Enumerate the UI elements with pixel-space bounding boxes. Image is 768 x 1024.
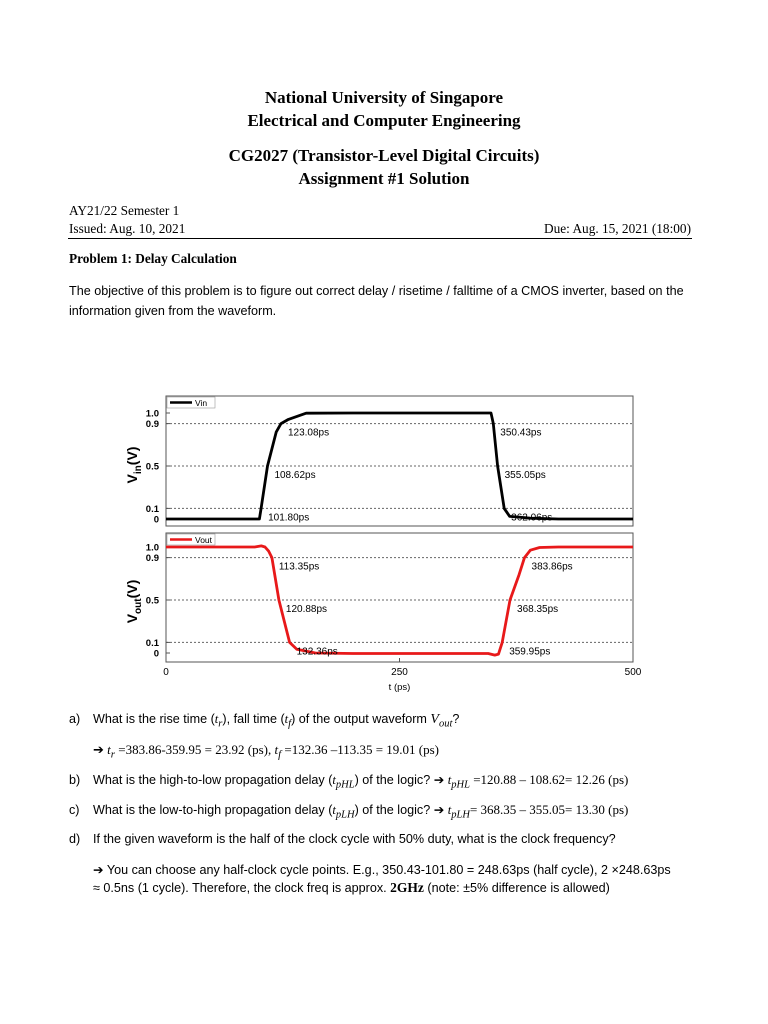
answer-a-sub-r: r [110, 748, 115, 761]
y-tick-label: 0.1 [145, 503, 159, 515]
question-a-sub-r: r [218, 718, 223, 730]
annotation-label: 355.05ps [504, 470, 546, 481]
annotation-label: 362.06ps [511, 512, 553, 524]
semester-label: AY21/22 Semester 1 [69, 203, 180, 218]
question-a-sub-out: out [438, 718, 453, 730]
answer-d-text-2: ≈ 0.5ns (1 cycle). Therefore, the clock freq is approx. [93, 881, 391, 895]
annotation-label: 123.08ps [287, 427, 330, 439]
x-axis-label: t (ps) [388, 682, 411, 693]
y-axis-label: $V_{out}(V)$ [124, 579, 144, 624]
question-a-text-2: ), fall time ( [222, 712, 285, 726]
y-tick-label: 1.0 [145, 408, 159, 420]
y-tick-label: 0.1 [145, 637, 159, 649]
question-b-text-1: What is the high-to-low propagation delay ( [93, 773, 333, 787]
answer-d-line-2 [93, 880, 610, 896]
question-d [69, 832, 616, 846]
y-tick-label: 0.5 [145, 461, 159, 473]
question-a-var-v: V [430, 712, 439, 727]
annotation-label: 383.86ps [531, 561, 573, 573]
annotation-label: 120.88ps [285, 604, 328, 615]
question-a-var-tf: t [284, 712, 289, 726]
question-b-text-2: ) of the logic? [354, 773, 434, 787]
y-axis-label: $V_{in}(V)$ [124, 446, 144, 484]
answer-b-var: t [447, 773, 452, 787]
question-a-text-4: ? [452, 712, 460, 726]
answer-c-var: t [447, 803, 452, 817]
legend-label: Vin [195, 398, 208, 408]
problem-title: Problem 1: Delay Calculation [69, 251, 237, 266]
university-title: National University of Singapore [264, 88, 504, 107]
arrow-icon: ➔ [433, 802, 445, 817]
x-tick-label: 500 [624, 667, 642, 678]
answer-a-sub-f: f [278, 748, 282, 761]
question-d-label: d) [69, 832, 81, 846]
legend-label: Vout [195, 535, 213, 545]
y-tick-label: 0.9 [145, 553, 159, 565]
arrow-icon: ➔ [93, 862, 104, 877]
question-c-sub: pLH [335, 809, 355, 821]
annotation-label: 359.95ps [509, 646, 551, 658]
answer-b-sub: pHL [451, 779, 470, 791]
arrow-icon: ➔ [93, 743, 104, 758]
answer-d-line-1 [93, 862, 671, 877]
department-title: Electrical and Computer Engineering [247, 111, 521, 130]
vin-plot [124, 396, 633, 526]
y-tick-label: 0.9 [145, 419, 159, 431]
due-date: Due: Aug. 15, 2021 (18:00) [544, 221, 691, 236]
y-tick-label: 1.0 [145, 542, 159, 554]
y-tick-label: 0 [153, 514, 159, 526]
question-c-var: t [332, 803, 336, 817]
annotation-label: 108.62ps [274, 470, 316, 481]
question-b-label: b) [69, 773, 81, 787]
answer-a-var-tr: t [107, 742, 111, 757]
question-a-sub-f: f [288, 718, 292, 730]
question-a [69, 712, 459, 730]
question-c-label: c) [69, 803, 80, 817]
annotation-label: 113.35ps [278, 561, 320, 573]
plot-frame [166, 396, 633, 526]
course-title: CG2027 (Transistor-Level Digital Circuits) [228, 146, 540, 165]
answer-c-expr: = 368.35 – 355.05= 13.30 (ps) [469, 802, 629, 817]
question-b-var: t [332, 773, 336, 787]
answer-a [93, 742, 439, 761]
answer-a-var-tf: t [274, 742, 279, 757]
question-b-sub: pHL [335, 779, 355, 791]
problem-objective: The objective of this problem is to figure out correct delay / risetime / falltime of a CMOS inverter, based on the information given from the waveform. [69, 284, 684, 318]
annotation-label: 368.35ps [517, 604, 559, 615]
annotation-label: 350.43ps [500, 427, 542, 439]
answer-b-expr: =120.88 – 108.62= 12.26 (ps) [469, 772, 629, 787]
answer-d-text-3: (note: ±5% difference is allowed) [423, 881, 610, 895]
question-a-label: a) [69, 712, 81, 726]
answer-a-tf-expr: =132.36 –113.35 = 19.01 (ps) [281, 742, 440, 757]
assignment-title: Assignment #1 Solution [298, 169, 470, 188]
question-a-text-3: ) of the output waveform [291, 712, 431, 726]
answer-d-frequency: 2GHz [390, 880, 424, 895]
answer-a-tr-expr: =383.86-359.95 = 23.92 (ps), [115, 742, 275, 757]
issued-date: Issued: Aug. 10, 2021 [69, 221, 186, 236]
question-a-var-tr: t [214, 712, 219, 726]
vout-plot [124, 533, 642, 693]
annotation-label: 101.80ps [268, 512, 310, 524]
question-b [69, 772, 628, 791]
question-d-text: If the given waveform is the half of the clock cycle with 50% duty, what is the clock frequency? [93, 832, 616, 846]
annotation-label: 132.36ps [296, 646, 338, 658]
answer-c-sub: pLH [451, 809, 470, 821]
question-a-text-1: What is the rise time ( [93, 712, 215, 726]
arrow-icon: ➔ [433, 772, 445, 787]
question-c [69, 802, 628, 821]
question-c-text-2: ) of the logic? [354, 803, 434, 817]
x-tick-label: 0 [163, 667, 169, 678]
question-c-text-1: What is the low-to-high propagation delay ( [93, 803, 333, 817]
x-tick-label: 250 [391, 667, 408, 678]
y-tick-label: 0 [153, 648, 159, 660]
answer-d-text-1: You can choose any half-clock cycle points. E.g., 350.43-101.80 = 248.63ps (half cycle), 2 ×248.63ps [103, 863, 671, 877]
y-tick-label: 0.5 [145, 595, 159, 607]
